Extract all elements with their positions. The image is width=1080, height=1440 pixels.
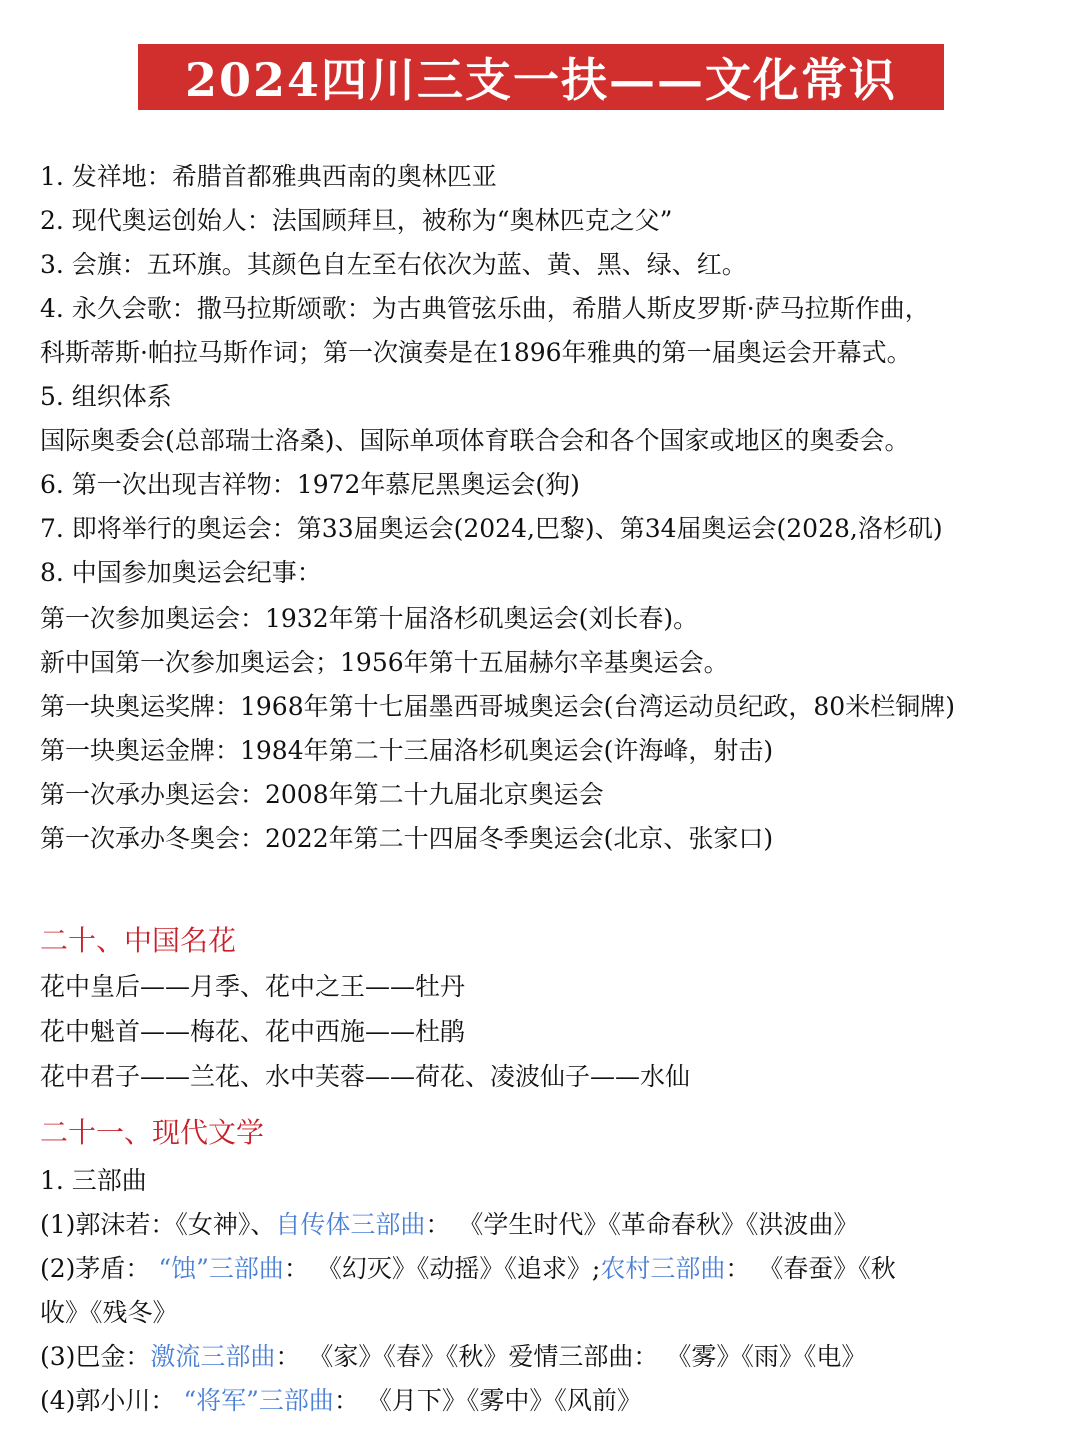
olympics-line-5b: 国际奥委会(总部瑞士洛桑)、国际单项体育联合会和各个国家或地区的奥委会。 (40, 426, 910, 455)
trilogy-works: ： 《春蚕》《秋 (725, 1254, 896, 1283)
trilogy-ba-jin (40, 1340, 1040, 1374)
trilogy-works: ： 《幻灭》《动摇》《追求》; (283, 1254, 601, 1283)
title-banner (138, 44, 944, 110)
olympics-line-5a: 5. 组织体系 (40, 382, 172, 411)
trilogy-author: (3)巴金： (40, 1342, 151, 1371)
olympics-line-3: 3. 会旗：五环旗。其颜色自左至右依次为蓝、黄、黑、绿、红。 (40, 250, 747, 279)
trilogy-author: (1)郭沫若：《女神》、 (40, 1210, 276, 1239)
trilogy-works: ： 《学生时代》《革命春秋》《洪波曲》 (425, 1210, 859, 1239)
trilogy-works: ： 《月下》《雾中》《风前》 (333, 1386, 642, 1415)
olympics-line-12: 第一块奥运金牌：1984年第二十三届洛杉矶奥运会(许海峰，射击) (40, 736, 774, 765)
olympics-line-7: 7. 即将举行的奥运会：第33届奥运会(2024,巴黎)、第34届奥运会(2028,洛杉矶) (40, 514, 943, 543)
olympics-line-8: 8. 中国参加奥运会纪事： (40, 558, 322, 587)
flowers-line-3: 花中君子——兰花、水中芙蓉——荷花、凌波仙子——水仙 (40, 1062, 691, 1091)
olympics-line-10: 新中国第一次参加奥运会；1956年第十五届赫尔辛基奥运会。 (40, 648, 729, 677)
trilogy-author: (4)郭小川： (40, 1386, 184, 1415)
trilogy-name-highlight: “蚀”三部曲 (158, 1254, 284, 1283)
olympics-line-11: 第一块奥运奖牌：1968年第十七届墨西哥城奥运会(台湾运动员纪政，80米栏铜牌) (40, 692, 955, 721)
trilogy-works: ： 《家》《春》《秋》爱情三部曲： 《雾》《雨》《电》 (275, 1342, 867, 1371)
trilogy-name-highlight: “将军”三部曲 (183, 1386, 334, 1415)
flowers-line-2: 花中魁首——梅花、花中西施——杜鹃 (40, 1017, 466, 1046)
trilogy-author: (2)茅盾： (40, 1254, 159, 1283)
trilogy-name-highlight: 自传体三部曲 (275, 1210, 426, 1239)
olympics-line-1: 1. 发祥地：希腊首都雅典西南的奥林匹亚 (40, 162, 497, 191)
olympics-line-4b: 科斯蒂斯·帕拉马斯作词；第一次演奏是在1896年雅典的第一届奥运会开幕式。 (40, 338, 912, 367)
olympics-line-14: 第一次承办冬奥会：2022年第二十四届冬季奥运会(北京、张家口) (40, 824, 774, 853)
olympics-line-4a: 4. 永久会歌：撒马拉斯颂歌：为古典管弦乐曲，希腊人斯皮罗斯·萨马拉斯作曲， (40, 294, 930, 323)
olympics-line-13: 第一次承办奥运会：2008年第二十九届北京奥运会 (40, 780, 604, 809)
flowers-line-1: 花中皇后——月季、花中之王——牡丹 (40, 972, 466, 1001)
trilogy-guo-moruo (40, 1208, 1040, 1242)
trilogy-name-highlight: 激流三部曲 (150, 1342, 276, 1371)
olympics-line-9: 第一次参加奥运会：1932年第十届洛杉矶奥运会(刘长春)。 (40, 604, 699, 633)
flowers-heading: 二十、中国名花 (40, 924, 237, 957)
trilogy-mao-dun (40, 1252, 1040, 1286)
trilogy-mao-dun-continued: 收》《残冬》 (40, 1298, 178, 1327)
literature-heading: 二十一、现代文学 (40, 1116, 265, 1149)
literature-subheading: 1. 三部曲 (40, 1166, 147, 1195)
trilogy-name-highlight: 农村三部曲 (600, 1254, 726, 1283)
olympics-line-2: 2. 现代奥运创始人：法国顾拜旦，被称为“奥林匹克之父” (40, 206, 673, 235)
trilogy-guo-xiaochuan (40, 1384, 1040, 1418)
olympics-line-6: 6. 第一次出现吉祥物：1972年慕尼黑奥运会(狗) (40, 470, 580, 499)
page-title: 2024四川三支一扶——文化常识 (184, 53, 898, 107)
